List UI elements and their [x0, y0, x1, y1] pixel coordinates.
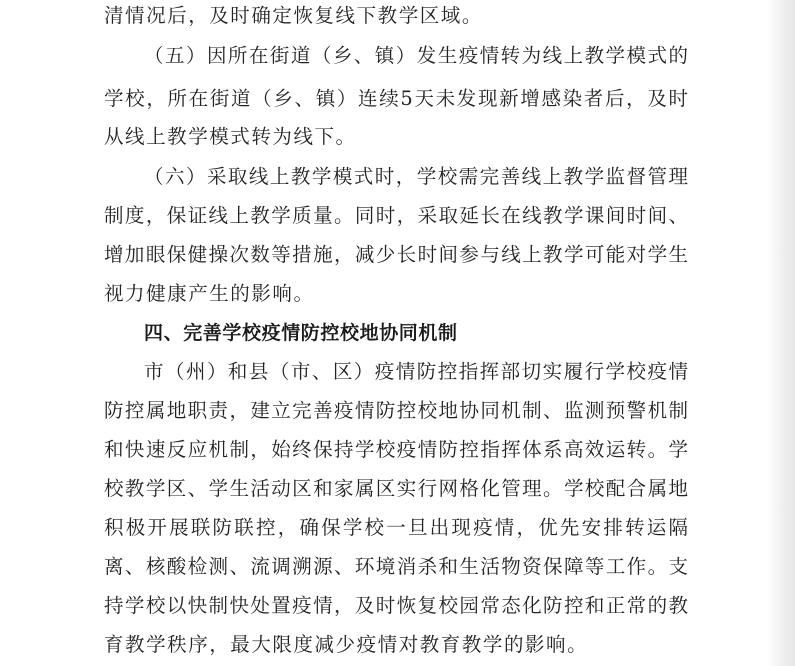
- text-line: 制度，保证线上教学质量。同时，采取延长在线教学课间时间、: [104, 204, 688, 227]
- paragraph-5-line-1: （五）因所在街道（乡、镇）发生疫情转为线上教学模式的: [144, 44, 688, 67]
- section-heading: 四、完善学校疫情防控校地协同机制: [144, 322, 458, 344]
- text-line: 育教学秩序，最大限度减少疫情对教育教学的影响。: [104, 633, 589, 656]
- text-line: 和快速反应机制，始终保持学校疫情防控指挥体系高效运转。学: [104, 438, 688, 461]
- text-line: 持学校以快制快处置疫情，及时恢复校园常态化防控和正常的教: [104, 594, 688, 617]
- text-line: 防控属地职责，建立完善疫情防控校地协同机制、监测预警机制: [104, 399, 688, 422]
- text-line: 清情况后，及时确定恢复线下教学区域。: [104, 4, 483, 27]
- text-line: 增加眼保健操次数等措施，减少长时间参与线上教学可能对学生: [104, 243, 688, 266]
- text-line: 积极开展联防联控，确保学校一旦出现疫情，优先安排转运隔: [104, 516, 688, 539]
- text-line: 视力健康产生的影响。: [104, 282, 315, 305]
- paragraph-6-line-1: （六）采取线上教学模式时，学校需完善线上教学监督管理: [144, 165, 688, 188]
- text-line: 学校，所在街道（乡、镇）连续5天未发现新增感染者后，及时: [104, 87, 688, 110]
- text-line: 校教学区、学生活动区和家属区实行网格化管理。学校配合属地: [104, 477, 688, 500]
- text-line: 从线上教学模式转为线下。: [104, 125, 357, 148]
- text-line: 离、核酸检测、流调溯源、环境消杀和生活物资保障等工作。支: [104, 555, 688, 578]
- paragraph-4-line-1: 市（州）和县（市、区）疫情防控指挥部切实履行学校疫情: [144, 360, 688, 383]
